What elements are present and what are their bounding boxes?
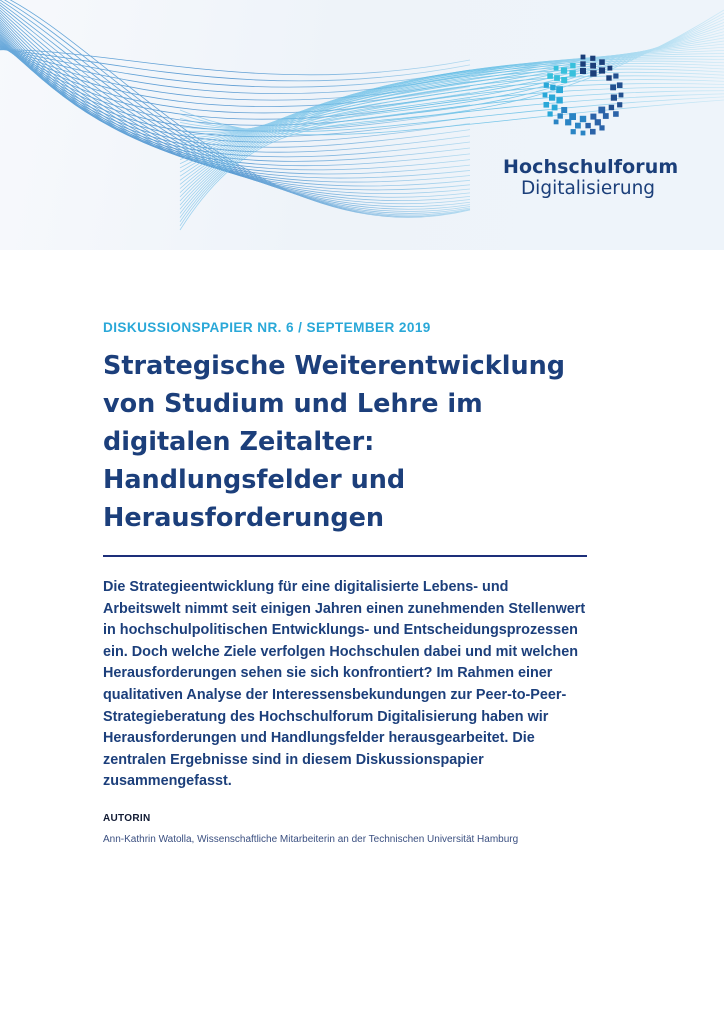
logo-pixel [585,123,590,128]
logo-pixel [617,82,623,88]
logo-pixel [590,70,596,76]
logo-pixel [547,73,553,79]
header-banner [0,0,724,250]
logo-pixel [609,105,614,110]
logo-pixel [590,63,596,69]
wave-line [180,91,724,129]
logo-pixel [581,131,586,136]
logo-pixel [599,67,605,73]
logo-pixel [590,114,596,120]
logo-pixel [565,119,571,125]
abstract-text: Die Strategieentwicklung für eine digitalisierte Lebens- und Arbeitswelt nimmt seit einigen Jahren einen zunehmenden Stellenwert in hochschulpolitischen Entwicklungs- und Entscheidungsprozessen ein. Doch welche Ziele verfolgen Hochschulen dabei und mit welchen Herausforderungen sehen sie sich konfrontiert? Im Rahmen einer qualitativen Analyse der Interessensbekundungen zur Peer-to-Peer-Strategieberatung des Hochschulforum Digitalisierung haben wir Herausforderungen und Handlungsfelder herausgearbeitet. Die zentralen Ergebnisse sind in diesem Diskussionspapier zusammengefasst. [103,579,586,790]
logo-pixel [544,102,550,108]
logo-pixel [556,86,563,93]
logo-pixel [580,68,586,74]
logo-pixel [581,55,586,60]
author-heading: AUTORIN [103,812,151,824]
logo-pixel [548,111,553,116]
logo-pixel [590,56,595,61]
logo-pixel [580,61,585,66]
logo-pixel [613,73,618,78]
logo-pixel [598,107,605,114]
logo-pixel [550,85,555,90]
document-title: Strategische Weiterentwicklung von Studium und Lehre im digitalen Zeitalter: Handlungsfelder und Herausforderungen [103,351,566,533]
logo-pixel [556,97,562,103]
logo-pixel [570,63,575,68]
brand-wordmark [503,156,679,200]
logo-pixel [595,119,601,125]
logo-pixel [552,105,558,111]
wave-line [0,0,470,216]
logo-pixel [599,125,604,130]
logo-pixel [554,120,559,125]
logo-pixel [554,66,559,71]
logo-pixel [613,111,619,117]
logo-pixel [580,116,586,122]
logo-pixel [549,95,555,101]
wave-line [0,0,470,217]
logo-pixel [619,93,624,98]
logo-pixel [610,85,616,91]
logo-pixel [608,66,613,71]
logo-pixel [611,95,617,101]
logo-pixel [569,113,576,120]
series-label: DISKUSSIONSPAPIER NR. 6 / SEPTEMBER 2019 [103,320,431,335]
logo-pixel [571,129,576,134]
wave-line [180,94,724,130]
logo-pixel [561,107,567,113]
brand-name-line1: Hochschulforum [503,156,679,178]
pixel-circle-logo-icon [528,38,638,148]
logo-pixel [544,83,549,88]
logo-pixel [561,67,567,73]
logo-pixel [561,77,567,83]
logo-pixel [617,102,622,107]
logo-pixel [543,93,548,98]
logo-pixel [558,113,563,118]
logo-pixel [554,75,560,81]
logo-pixel [599,59,605,65]
logo-pixel [590,129,596,135]
logo-pixel [606,75,611,80]
logo-pixel [569,70,575,76]
brand-name-line2: Digitalisierung [520,178,656,200]
logo-pixel [603,113,609,119]
title-divider [103,555,587,557]
logo-pixel [575,123,581,129]
wave-line [0,0,470,213]
author-line: Ann-Kathrin Watolla, Wissenschaftliche Mitarbeiterin an der Technischen Universität Hamburg [103,833,519,845]
cover-content [103,320,593,845]
